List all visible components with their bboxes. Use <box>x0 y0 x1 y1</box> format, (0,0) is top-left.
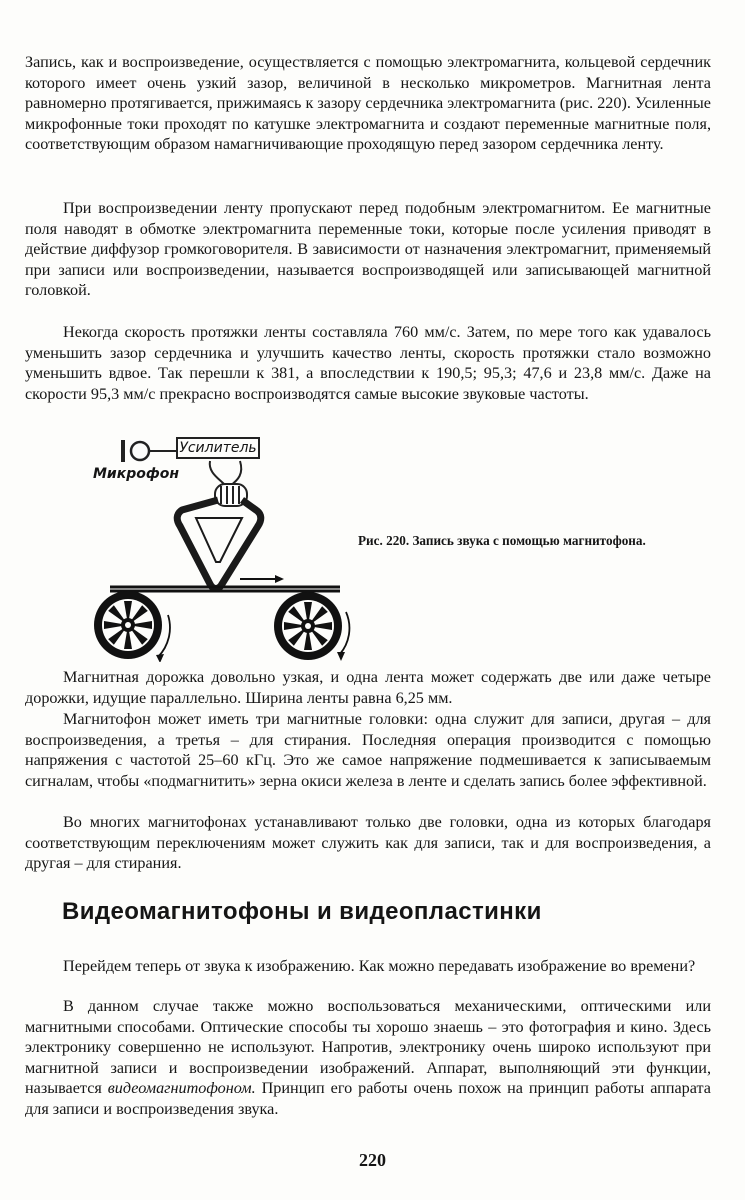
paragraph-playback: При воспроизведении ленту пропускают перед подобным электромагнитом. Ее магнитные поля наводят в обмотке электромагнита переменные токи, которые после усиления приводят в действие диффузор громкоговорителя. В зависимости от назначения электромагнит, применяемый при записи или воспроизведении, называется воспроизводящей или записывающей магнитной головкой. <box>25 199 711 300</box>
paragraph-tape-speed: Некогда скорость протяжки ленты составляла 760 мм/с. Затем, по мере того как удавалось уменьшить зазор сердечника и улучшить качество ленты, скорость протяжки стало возможно уменьшить вдвое. Так перешли к 381, а впоследствии к 190,5; 95,3; 47,6 и 23,8 мм/с. Даже на скорости 95,3 мм/с прекрасно воспроизводятся самые высокие звуковые частоты. <box>25 323 711 403</box>
paragraph-video-recording <box>25 996 711 1120</box>
microphone-label: Микрофон <box>93 466 180 482</box>
magnetic-head-core-icon <box>177 500 261 589</box>
magnetic-tape-icon <box>110 587 340 591</box>
paragraph-transition-to-image: Перейдем теперь от звука к изображению. Как можно передавать изображение во времени? <box>63 957 696 975</box>
paragraph-text-end: Принцип его работы очень похож на принцип работы аппарата для записи и воспроизведения звука. <box>25 1079 711 1118</box>
term-videomagnetophone: видеомагнитофоном. <box>107 1079 256 1098</box>
take-up-reel-icon <box>274 592 349 661</box>
paragraph-recording-principle: Запись, как и воспроизведение, осуществляется с помощью электромагнита, кольцевой сердечник которого имеет очень узкий зазор, величиной в несколько микрометров. Магнитная лента равномерно протягивается, прижимаясь к зазору сердечника электромагнита (рис. 220). Усиленные микрофонные токи проходят по катушке электромагнита и создают переменные магнитные поля, соответствующим образом намагничивающие проходящую перед зазором сердечника ленту. <box>25 53 711 154</box>
amplifier-label: Усилитель <box>176 437 260 459</box>
figure-caption: Рис. 220. Запись звука с помощью магнитофона. <box>358 533 646 548</box>
section-heading: Видеомагнитофоны и видеопластинки <box>62 898 542 925</box>
paragraph-track-width: Магнитная дорожка довольно узкая, и одна лента может содержать две или даже четыре дорожки, идущие параллельно. Ширина ленты равна 6,25 мм. <box>25 668 711 707</box>
tape-direction-arrow-icon <box>240 575 284 583</box>
paragraph-text-start: В данном случае также можно воспользоваться механическими, оптическими или магнитными способами. Оптические способы ты хорошо знаешь – это фотография и кино. Здесь электронику совершенно не используют. Напротив, электронику очень широко используют при магнитной записи и воспроизведении изображений. Аппарат, выполняющий эти функции, называется <box>25 997 711 1098</box>
page-number: 220 <box>359 1150 386 1170</box>
paragraph-two-heads: Во многих магнитофонах устанавливают только две головки, одна из которых благодаря соответствующим переключениям может служить как для записи, так и для воспроизведения, а другая – для стирания. <box>25 813 711 873</box>
paragraph-three-heads: Магнитофон может иметь три магнитные головки: одна служит для записи, другая – для воспроизведения, а третья – для стирания. Последняя операция производится с помощью напряжения с частотой 25–60 кГц. Это же самое напряжение подмешивается к записываемым сигналам, чтобы «подмагнитить» зерна окиси железа в ленте и сделать запись более эффективной. <box>25 710 711 790</box>
supply-reel-icon <box>94 591 170 662</box>
microphone-icon <box>123 440 176 462</box>
